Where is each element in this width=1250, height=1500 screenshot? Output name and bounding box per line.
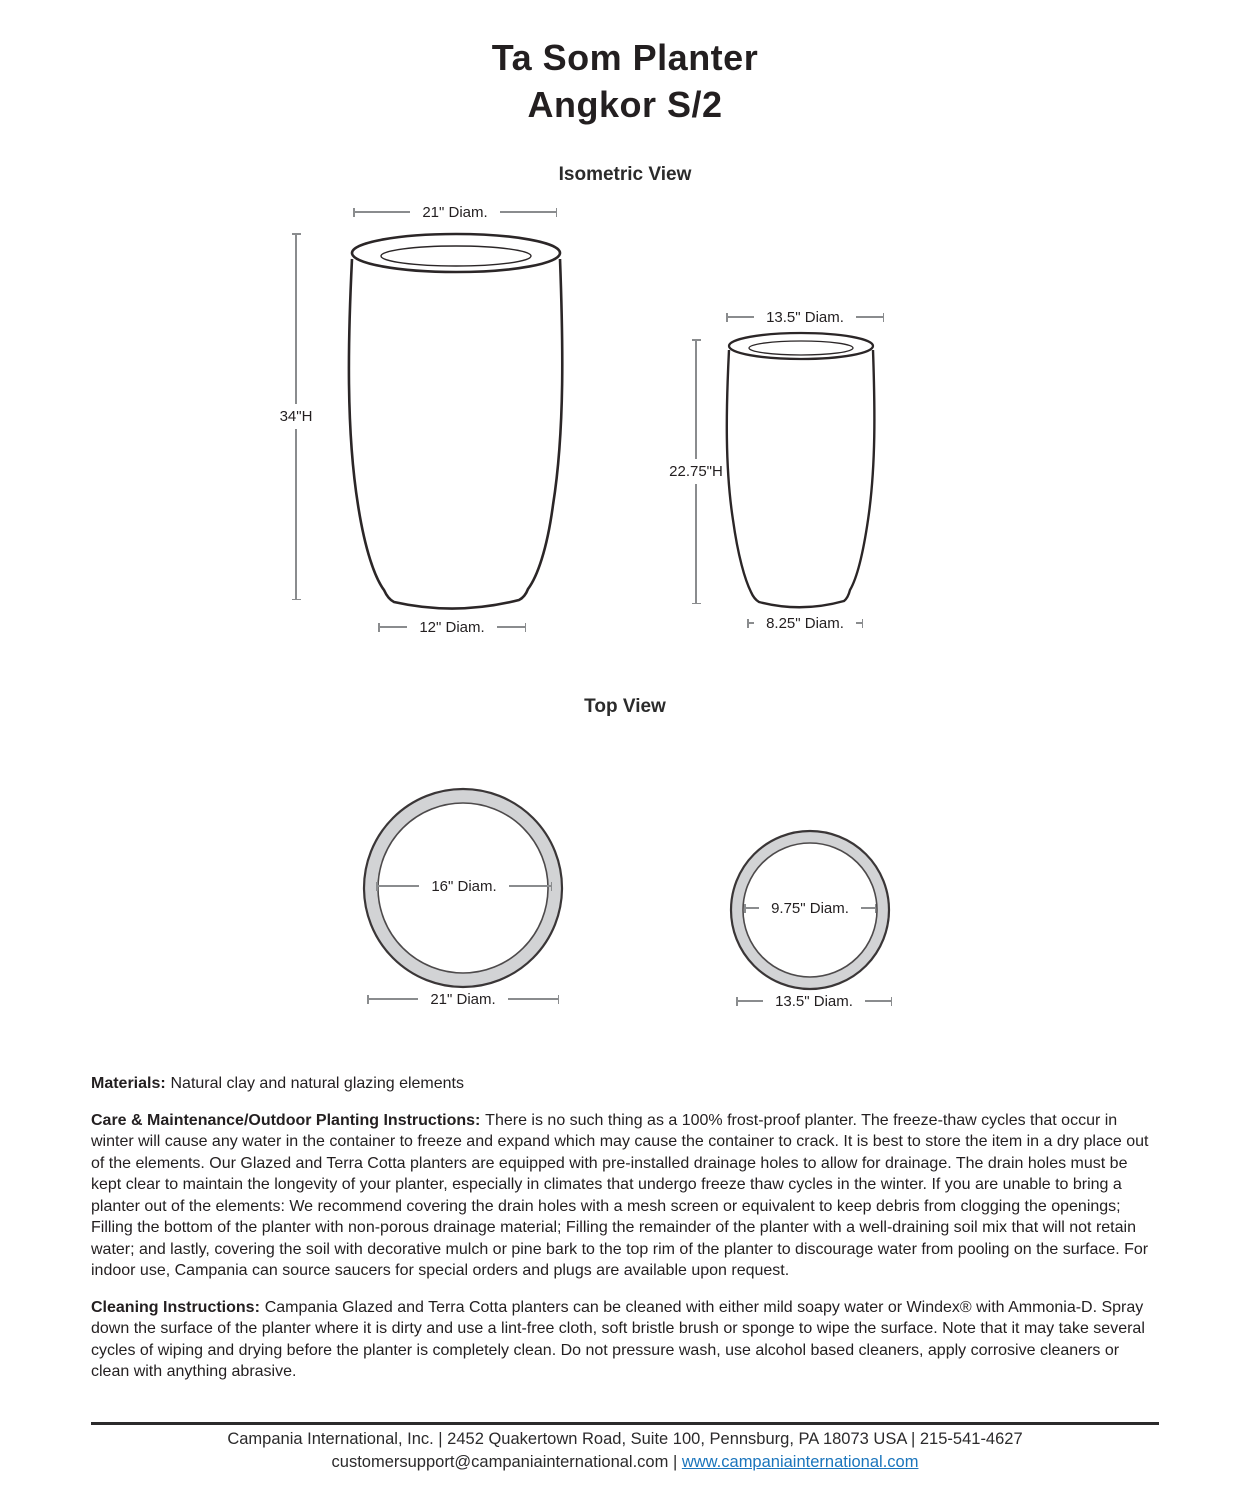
dimension-line — [295, 235, 296, 405]
dimension-line — [497, 626, 525, 627]
footer-website-link[interactable]: www.campaniainternational.com — [681, 1453, 919, 1471]
large-height-dimension — [274, 233, 318, 600]
large-height-label: 34"H — [279, 408, 313, 425]
dimension-line — [861, 907, 875, 908]
dimension-tick — [883, 313, 885, 322]
cleaning-text: Campania Glazed and Terra Cotta planters can be cleaned with either mild soapy water or Windex® with Ammonia-D. Spray down the surface of the planter where it is dirty and use a lint-free cloth, soft bristle brush or sponge to wipe the surface. Note that it may take several cycles of wiping and drying before the planter is completely clean. Do not pressure wash, use alcohol based cleaners, apply corrosive cleaners or clean with anything abrasive. — [91, 1298, 1145, 1380]
small-outer-diameter-label: 13.5" Diam. — [775, 992, 853, 1010]
large-bottom-diameter-dimension — [378, 619, 526, 635]
dimension-line — [695, 341, 696, 460]
small-planter-drawing — [727, 333, 875, 607]
dimension-tick — [558, 995, 560, 1004]
footer-divider — [91, 1422, 1159, 1425]
care-paragraph — [91, 1110, 1159, 1282]
dimension-line — [369, 998, 419, 999]
dimension-line — [378, 885, 420, 886]
small-top-diameter-dimension — [726, 309, 884, 325]
dimension-line — [865, 1000, 891, 1001]
small-planter-body-outline — [727, 350, 875, 607]
dimension-tick — [862, 619, 864, 628]
care-text: There is no such thing as a 100% frost-proof planter. The freeze-thaw cycles that occur in winter will cause any water in the container to freeze and expand which may cause the container to crack. It is best to store the item in a dry place out of the elements. Our Glazed and Terra Cotta planters are equipped with pre-installed drainage holes to allow for drainage. The drain holes must be kept clear to maintain the longevity of your planter, especially in climates that undergo freeze thaw cycles in the winter. If you are unable to bring a planter out of the elements: We recommend covering the drain holes with a mesh screen or equivalent to keep debris from clogging the openings; Filling the bottom of the planter with non-porous drainage material; Filling the remainder of the planter with a well-draining soil mix that will not retain water; and lastly, covering the soil with decorative mulch or pine bark to the top rim of the planter to discourage water from pooling on the surface. For indoor use, Campania can source saucers for special orders and plugs are available upon request. — [91, 1111, 1149, 1279]
dimension-line — [509, 885, 551, 886]
dimension-tick — [875, 904, 877, 913]
dimension-line — [695, 484, 696, 603]
small-height-dimension — [667, 339, 725, 604]
dimension-line — [355, 211, 411, 212]
small-inner-diameter-label: 9.75" Diam. — [771, 899, 849, 917]
small-bottom-diameter-label: 8.25" Diam. — [766, 614, 844, 632]
dimension-line — [746, 907, 760, 908]
small-inner-diameter-dimension — [744, 900, 876, 916]
materials-text: Natural clay and natural glazing elements — [170, 1075, 464, 1092]
dimension-tick — [525, 623, 527, 632]
cleaning-paragraph — [91, 1297, 1159, 1383]
spec-text-section — [91, 1073, 1159, 1398]
large-planter-drawing — [349, 234, 562, 609]
dimension-tick — [292, 599, 301, 601]
top-view-heading: Top View — [584, 696, 666, 717]
small-planter-rim-inner — [749, 341, 853, 355]
dimension-tick — [891, 997, 893, 1006]
large-planter-body-outline — [349, 259, 562, 609]
dimension-tick — [551, 882, 553, 891]
dimension-line — [728, 316, 755, 317]
product-variant: Angkor S/2 — [527, 84, 723, 125]
materials-label: Materials: — [91, 1075, 166, 1092]
large-inner-diameter-dimension — [376, 878, 552, 894]
small-bottom-diameter-dimension — [747, 615, 863, 631]
small-height-label: 22.75"H — [669, 463, 723, 480]
footer-contact-line — [0, 1451, 1250, 1474]
materials-paragraph — [91, 1073, 1159, 1095]
dimension-line — [508, 998, 558, 999]
dimension-line — [856, 316, 883, 317]
large-planter-rim-inner — [381, 246, 531, 266]
dimension-line — [738, 1000, 764, 1001]
footer-separator: | — [672, 1453, 678, 1471]
large-top-diameter-label: 21" Diam. — [422, 203, 488, 221]
footer-address-line: Campania International, Inc. | 2452 Quakertown Road, Suite 100, Pennsburg, PA 18073 USA | 215-541-4627 — [227, 1430, 1023, 1448]
large-outer-diameter-label: 21" Diam. — [430, 990, 496, 1008]
large-top-diameter-dimension — [353, 204, 557, 220]
large-outer-diameter-dimension — [367, 991, 559, 1007]
small-top-diameter-label: 13.5" Diam. — [766, 308, 844, 326]
dimension-tick — [692, 603, 701, 605]
large-inner-diameter-label: 16" Diam. — [431, 877, 497, 895]
large-bottom-diameter-label: 12" Diam. — [419, 618, 485, 636]
isometric-view-heading: Isometric View — [558, 164, 692, 185]
dimension-line — [295, 429, 296, 599]
dimension-tick — [556, 208, 558, 217]
small-outer-diameter-dimension — [736, 993, 892, 1009]
dimension-line — [380, 626, 408, 627]
footer-email: customersupport@campaniainternational.com — [331, 1453, 669, 1471]
cleaning-label: Cleaning Instructions: — [91, 1298, 260, 1316]
dimension-line — [500, 211, 556, 212]
footer — [0, 1428, 1250, 1474]
product-name: Ta Som Planter — [491, 37, 759, 78]
care-label: Care & Maintenance/Outdoor Planting Instructions: — [91, 1111, 481, 1129]
